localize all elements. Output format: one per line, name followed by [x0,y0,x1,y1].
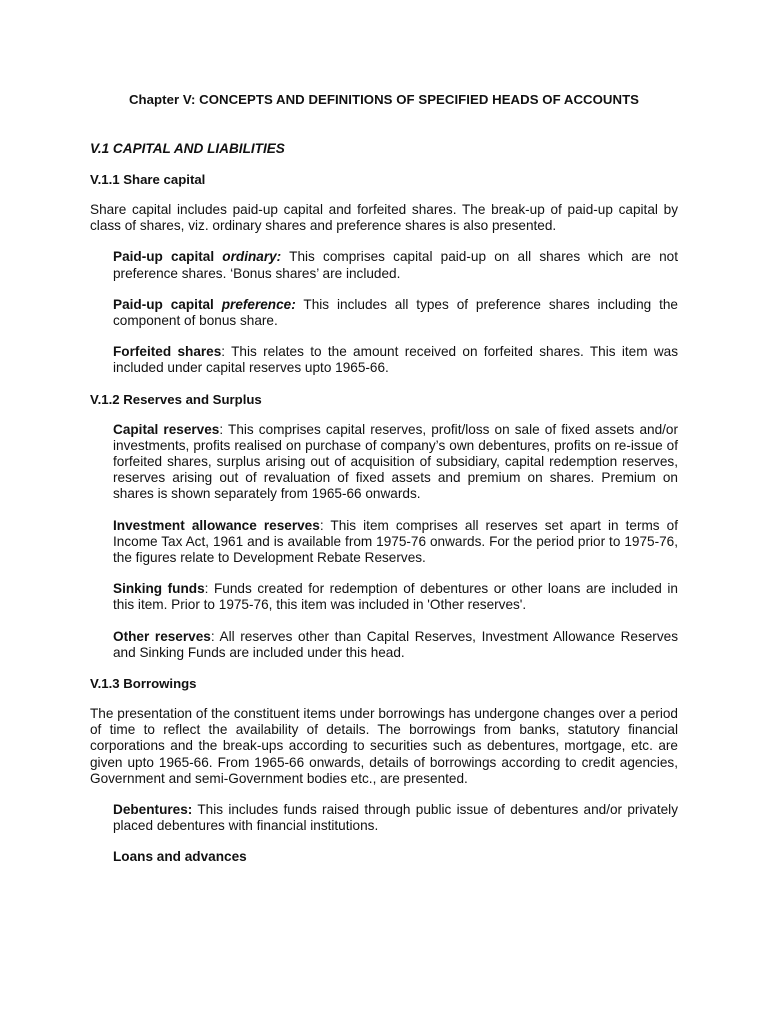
definition-term: Sinking funds [113,581,205,597]
share-capital-intro: Share capital includes paid-up capital and forfeited shares. The break-up of paid-up capital by class of shares, viz. ordinary shares and preference shares is also presented. [90,202,678,234]
definition-text: This comprises capital paid-up on all shares which are not preference shares. ‘Bonus shares’ are included. [113,249,678,281]
definition-paid-up-preference [113,297,678,329]
subsection-heading-borrowings: V.1.3 Borrowings [90,676,197,692]
definition-text: : All reserves other than Capital Reserves, Investment Allowance Reserves and Sinking Funds are included under this head. [113,628,678,660]
definition-text: : This relates to the amount received on forfeited shares. This item was included under capital reserves upto 1965-66. [113,344,678,376]
section-title-capital-liabilities: V.1 CAPITAL AND LIABILITIES [90,141,285,156]
borrowings-intro: The presentation of the constituent items under borrowings has undergone changes over a period of time to reflect the availability of details. The borrowings from banks, statutory financial corporations and the break-ups according to securities such as debentures, mortgage, etc. are given upto 1965-66. From 1965-66 onwards, details of borrowings according to credit agencies, Government and semi-Government bodies etc., are presented. [90,706,678,786]
definition-sinking-funds [113,581,678,613]
definition-text: : This comprises capital reserves, profit/loss on sale of fixed assets and/or investments, profits realised on purchase of company’s own debentures, profits on re-issue of forfeited shares, surplus arising out of acquisition of subsidiary, capital redemption reserves, reserves arising out of revaluation of fixed assets and premium on shares. Premium on shares is shown separately from 1965-66 onwards. [113,421,678,502]
definition-term: Debentures: [113,802,193,818]
definition-term: Paid-up capital [113,249,223,265]
definition-debentures [113,802,678,834]
loans-and-advances-heading: Loans and advances [113,849,247,865]
definition-term: Capital reserves [113,421,220,437]
definition-investment-allowance [113,518,678,567]
definition-text: : This item comprises all reserves set apart in terms of Income Tax Act, 1961 and is available from 1975-76 onwards. For the period prior to 1975-76, the figures relate to Development Rebate Reserves. [113,517,678,566]
definition-term: Forfeited shares [113,344,222,360]
definition-text: This includes funds raised through public issue of debentures and/or privately placed debentures with financial institutions. [113,802,678,834]
definition-term: Paid-up capital [113,296,222,312]
definition-forfeited-shares [113,344,678,376]
definition-term-italic: preference: [221,296,296,312]
definition-text: This includes all types of preference shares including the component of bonus share. [113,296,678,329]
definition-paid-up-ordinary [113,249,678,281]
definition-term: Investment allowance reserves [113,517,320,533]
definition-text: : Funds created for redemption of debentures or other loans are included in this item. Prior to 1975-76, this item was included in 'Other reserves'. [113,581,678,613]
subsection-heading-reserves: V.1.2 Reserves and Surplus [90,391,262,407]
subsection-heading-share-capital: V.1.1 Share capital [90,172,206,187]
definition-term-italic: ordinary: [222,249,282,265]
definition-capital-reserves [113,422,678,503]
chapter-title: Chapter V: CONCEPTS AND DEFINITIONS OF SPECIFIED HEADS OF ACCOUNTS [128,92,640,107]
definition-term: Other reserves [113,628,211,644]
definition-other-reserves [113,629,678,661]
